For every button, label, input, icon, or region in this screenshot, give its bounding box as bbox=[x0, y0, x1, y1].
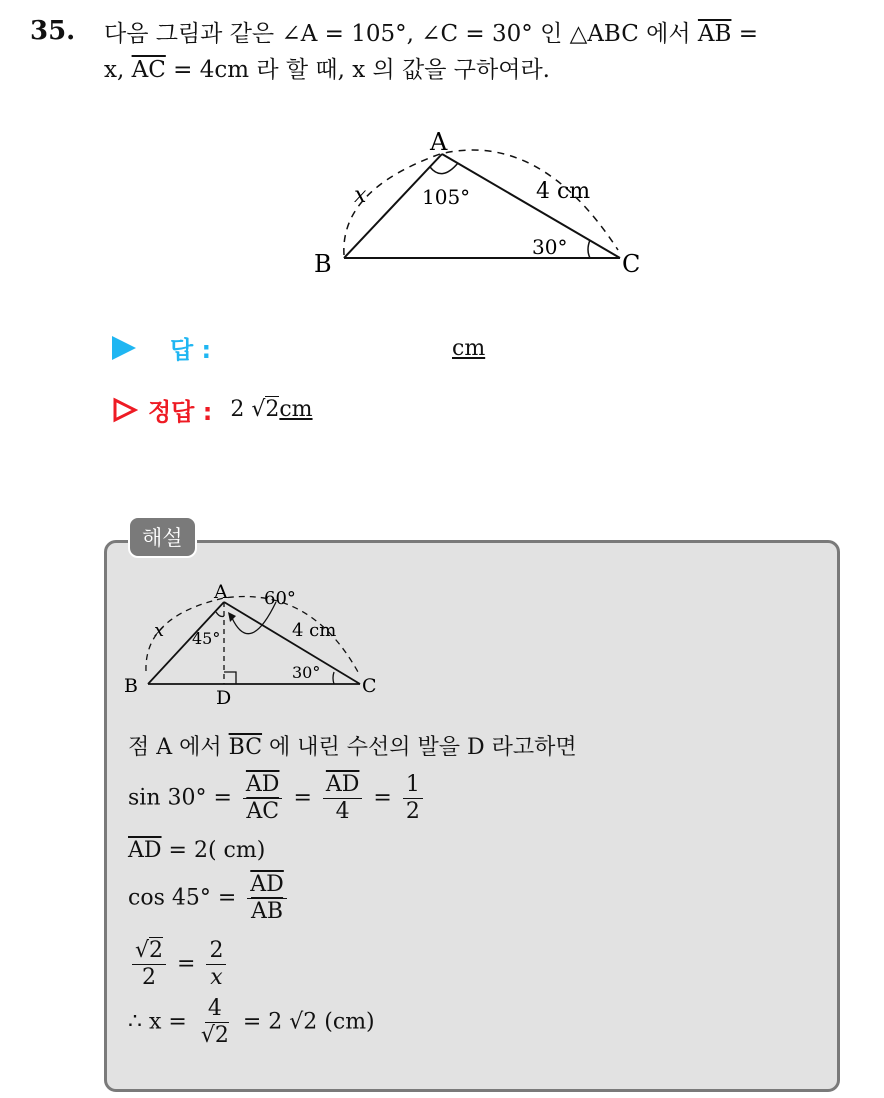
cos-equation bbox=[128, 872, 291, 925]
play-arrow-icon bbox=[112, 336, 136, 360]
answer-blank-unit[interactable]: cm bbox=[452, 336, 486, 361]
outline-arrow-icon bbox=[112, 397, 138, 423]
side-ac-label: 4 cm bbox=[536, 179, 591, 204]
triangle-figure bbox=[300, 120, 660, 290]
right-angle-mark bbox=[224, 672, 236, 684]
four-num: 4 bbox=[205, 996, 225, 1023]
sol-vertex-c: C bbox=[362, 675, 377, 697]
question-text-part2: = bbox=[731, 21, 759, 47]
ad-segment: $\overline{AD}$ bbox=[128, 838, 162, 863]
sol-angle-45-label: 45° bbox=[192, 629, 221, 648]
solution-line-1b: 에 내린 수선의 발을 D 라고하면 bbox=[262, 735, 577, 760]
sqrt2-den: 2 bbox=[142, 965, 157, 990]
ad-value: = 2( cm) bbox=[161, 838, 266, 863]
vertex-b-label: B bbox=[314, 250, 332, 278]
cos-den: AB bbox=[251, 899, 284, 924]
solution-tag: 해설 bbox=[128, 516, 197, 558]
question-text-part3: x, bbox=[104, 57, 132, 83]
sqrt-symbol-3: √ bbox=[200, 1023, 215, 1048]
solution-figure bbox=[120, 576, 400, 706]
radicand-2: 2 bbox=[149, 938, 164, 963]
sin-fraction-1 bbox=[243, 772, 283, 825]
correct-answer-row bbox=[112, 392, 313, 427]
sin-num-1: $\overline{AD}$ bbox=[243, 772, 283, 799]
angle-45-arc bbox=[216, 612, 224, 617]
sqrt-symbol-2: √ bbox=[135, 938, 150, 963]
final-rhs: = 2 √2 (cm) bbox=[242, 1009, 375, 1035]
answer-label: 답 : bbox=[170, 336, 212, 364]
four-over-sqrt2 bbox=[198, 996, 232, 1049]
vertex-c-label: C bbox=[622, 250, 641, 278]
correct-answer-value bbox=[230, 397, 312, 422]
sin-equation bbox=[128, 772, 427, 825]
sin-fraction-2 bbox=[323, 772, 363, 825]
sol-side-ab-label: x bbox=[154, 620, 165, 641]
correct-coef: 2 bbox=[230, 397, 252, 422]
question-text-part1: 다음 그림과 같은 ∠A = 105°, ∠C = 30° 인 △ABC 에서 bbox=[104, 21, 698, 47]
therefore-x: ∴ x = bbox=[128, 1009, 187, 1035]
sin-lhs: sin 30° = bbox=[128, 785, 232, 811]
correct-answer-label: 정답 : bbox=[148, 398, 213, 426]
equals-1: = bbox=[293, 785, 312, 811]
sin-num-2: $\overline{AD}$ bbox=[323, 772, 363, 799]
question-text-part4: = 4cm 라 할 때, x 의 값을 구하여라. bbox=[165, 57, 550, 83]
answer-row bbox=[112, 330, 211, 365]
sin-den-1: AC bbox=[246, 799, 280, 824]
sin-fraction-3 bbox=[403, 772, 423, 825]
equals-2: = bbox=[373, 785, 392, 811]
question-number: 35. bbox=[30, 16, 76, 46]
final-equation bbox=[128, 996, 375, 1049]
angle-30-arc bbox=[333, 672, 334, 684]
cos-num: $\overline{AD}$ bbox=[247, 872, 287, 899]
segment-ac: $\overline{AC}$ bbox=[131, 57, 166, 83]
x-den: x bbox=[210, 965, 223, 990]
segment-ab: $\overline{AB}$ bbox=[697, 21, 732, 47]
solution-line-1 bbox=[128, 730, 577, 761]
radicand-3: 2 bbox=[214, 1023, 229, 1048]
sqrt2-over-2 bbox=[132, 938, 166, 991]
ratio-equation bbox=[128, 938, 230, 991]
sin-num-3: 1 bbox=[403, 772, 423, 799]
correct-radicand: 2 bbox=[265, 397, 280, 422]
cos-fraction bbox=[247, 872, 287, 925]
solution-line-1a: 점 A 에서 bbox=[128, 735, 229, 760]
angle-60-arrowhead bbox=[228, 612, 236, 622]
angle-c-arc bbox=[588, 240, 590, 258]
sol-vertex-a: A bbox=[214, 581, 228, 603]
vertex-a-label: A bbox=[430, 128, 448, 156]
sol-angle-60-label: 60° bbox=[264, 588, 296, 609]
sqrt-symbol: √ bbox=[251, 397, 266, 422]
question-text bbox=[104, 16, 864, 88]
ad-equation bbox=[128, 838, 265, 863]
correct-unit: cm bbox=[279, 397, 313, 422]
side-ab-label: x bbox=[354, 183, 367, 208]
sol-side-ac-label: 4 cm bbox=[292, 620, 337, 641]
sin-den-2: 4 bbox=[335, 799, 350, 824]
sqrt2-den-final bbox=[198, 1023, 232, 1049]
cos-lhs: cos 45° = bbox=[128, 885, 237, 911]
angle-a-label: 105° bbox=[422, 185, 471, 209]
two-num: 2 bbox=[206, 938, 226, 965]
two-over-x bbox=[206, 938, 226, 991]
angle-c-label: 30° bbox=[532, 235, 568, 259]
sqrt2-num bbox=[132, 938, 166, 965]
sol-vertex-d: D bbox=[216, 687, 232, 706]
angle-a-arc bbox=[430, 163, 458, 174]
sol-vertex-b: B bbox=[124, 675, 138, 697]
segment-bc: $\overline{BC}$ bbox=[228, 735, 263, 760]
equals-3: = bbox=[177, 951, 196, 977]
sin-den-3: 2 bbox=[405, 799, 420, 824]
sol-angle-30-label: 30° bbox=[292, 663, 321, 682]
